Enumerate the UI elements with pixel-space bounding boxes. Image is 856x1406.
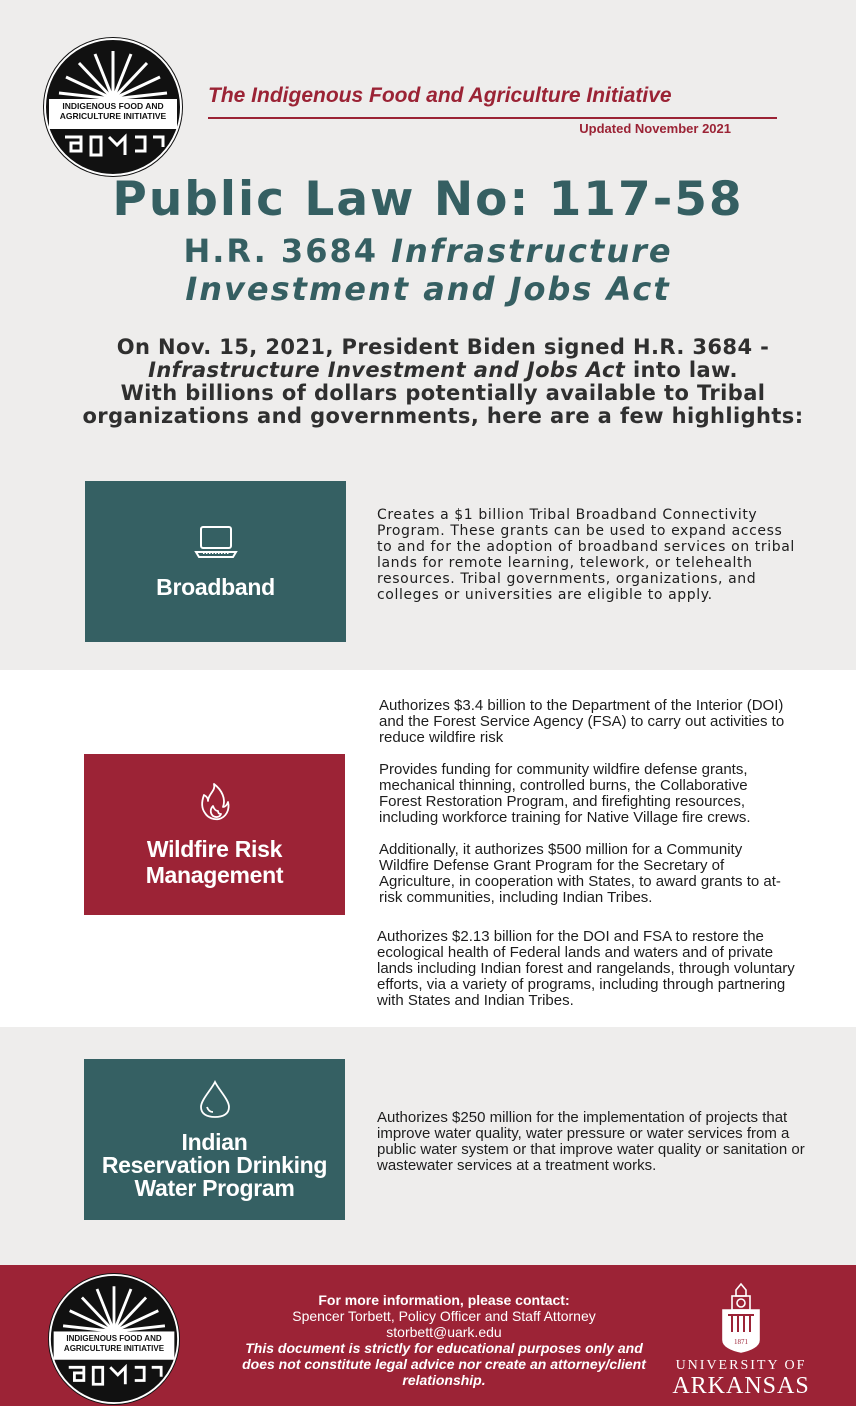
water-description: Authorizes $250 million for the implementation of projects that improve water quality, water pressure or water services from a public water system or that improve water quality or sanitation or wastewater services at a treatment works. (377, 1109, 805, 1174)
seal-year: 1871 (734, 1338, 748, 1346)
bill-title (130, 232, 726, 308)
wildfire-label-line1: Wildfire Risk (146, 836, 283, 862)
water-label-line2: Reservation Drinking (101, 1152, 328, 1178)
university-name-line2: ARKANSAS (672, 1373, 810, 1399)
intro-line1: On Nov. 15, 2021, President Biden signed H.R. 3684 - (116, 335, 770, 359)
footer-logo-text: INDIGENOUS FOOD AND AGRICULTURE INITIATIVE (63, 1334, 165, 1353)
broadband-card (85, 481, 346, 642)
bill-prefix: H.R. 3684 (183, 232, 392, 270)
law-title: Public Law No: 117-58 (112, 172, 744, 227)
broadband-description: Creates a $1 billion Tribal Broadband Connectivity Program. These grants can be used to expand access to and for the adoption of broadband services on tribal lands for remote learning, telework, or telehealth resources. Tribal governments, organizations, and colleges or universities are eligible to apply. (377, 507, 795, 603)
water-label-line3: Water Program (134, 1175, 295, 1201)
water-label-line1: Indian (181, 1129, 248, 1155)
logo-text: INDIGENOUS FOOD AND AGRICULTURE INITIATIVE (59, 101, 167, 121)
flame-icon (198, 782, 232, 826)
water-card (84, 1059, 345, 1220)
contact-heading: For more information, please contact: (318, 1292, 570, 1308)
intro-text (60, 336, 826, 428)
org-title: The Indigenous Food and Agriculture Initiative (208, 84, 672, 107)
bill-name: Infrastructure Investment and Jobs Act (185, 232, 673, 308)
wildfire-paragraph-2: Provides funding for community wildfire defense grants, mechanical thinning, controlled burns, the Collaborative Forest Restoration Program, and firefighting resources, including workforce training for Native Village fire crews. (379, 761, 751, 826)
wildfire-paragraph-4: Authorizes $2.13 billion for the DOI and FSA to restore the ecological health of Federal lands and waters and of private lands including Indian forest and rangelands, through voluntary efforts, via a variety of programs, including through partnering with States and Indian Tribes. (377, 928, 795, 1009)
contact-name: Spencer Torbett, Policy Officer and Staff Attorney (292, 1308, 596, 1324)
university-name-line1: UNIVERSITY OF (675, 1358, 807, 1373)
intro-line3: With billions of dollars potentially available to Tribal organizations and governments, here are a few highlights: (82, 381, 804, 428)
university-logo (666, 1282, 816, 1398)
broadband-label: Broadband (156, 574, 275, 600)
wildfire-label-line2: Management (145, 862, 284, 888)
contact-email[interactable]: storbett@uark.edu (386, 1324, 502, 1340)
header-divider (208, 117, 777, 119)
footer-contact (236, 1292, 652, 1388)
intro-act-name: Infrastructure Investment and Jobs Act (148, 358, 626, 382)
wildfire-paragraph-3: Additionally, it authorizes $500 million for a Community Wildfire Defense Grant Program for the Secretary of Agriculture, in cooperation with States, to award grants to at-risk communities, including Indian Tribes. (379, 841, 781, 906)
wildfire-card (84, 754, 345, 915)
university-seal (666, 1282, 816, 1354)
laptop-icon (193, 524, 239, 564)
wildfire-paragraph-1: Authorizes $3.4 billion to the Department of the Interior (DOI) and the Forest Service Agency (FSA) to carry out activities to reduce wildfire risk (379, 697, 785, 746)
water-drop-icon (198, 1079, 232, 1123)
wildfire-description (379, 698, 791, 922)
disclaimer: This document is strictly for educational purposes only and does not constitute legal advice nor create an attorney/client relationship. (242, 1340, 646, 1388)
intro-line2 (60, 359, 826, 382)
updated-date: Updated November 2021 (579, 121, 731, 136)
intro-line2-suffix: into law. (625, 358, 738, 382)
